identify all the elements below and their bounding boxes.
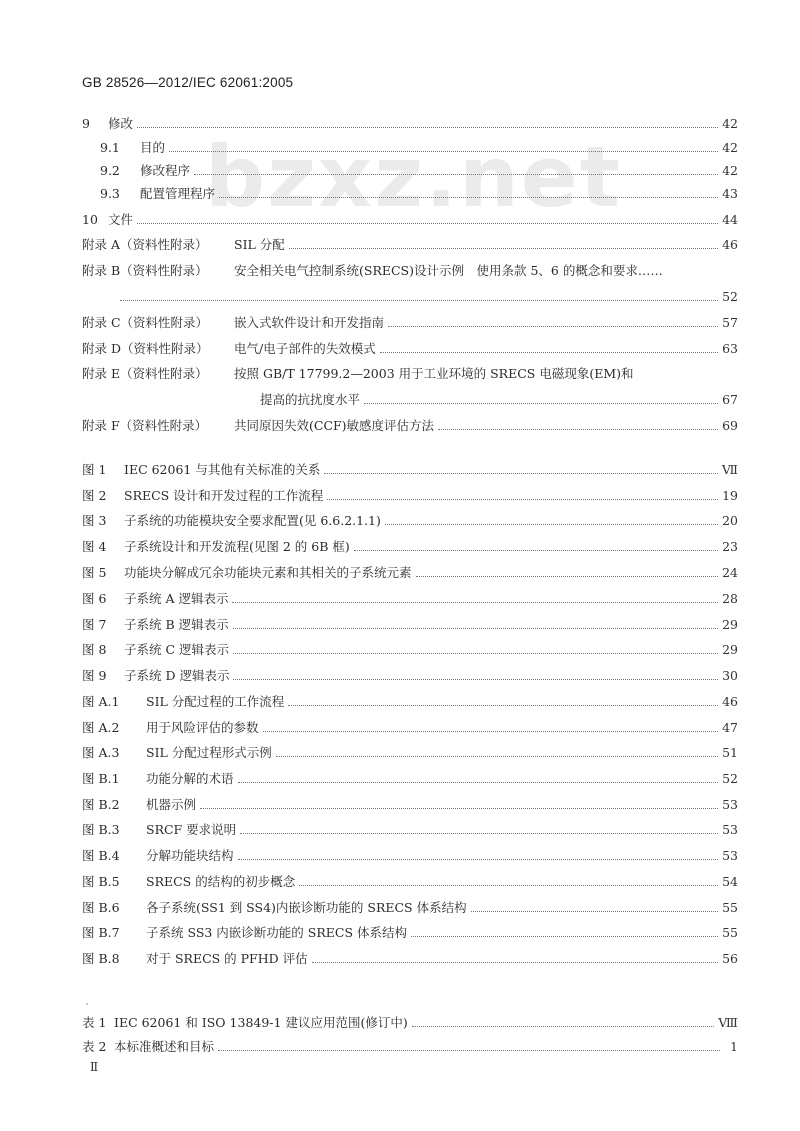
dot-leader xyxy=(471,910,718,912)
entry-page: 47 xyxy=(722,720,738,735)
dot-leader xyxy=(416,575,719,577)
toc-entry-figure-2[interactable] xyxy=(82,484,738,504)
dot-leader xyxy=(312,961,718,963)
entry-title: 安全相关电气控制系统(SRECS)设计示例 使用条款 5、6 的概念和要求…… xyxy=(234,263,663,278)
entry-number: 9.1 xyxy=(100,140,120,155)
entry-title: IEC 62061 和 ISO 13849-1 建议应用范围(修订中) xyxy=(114,1015,408,1030)
toc-entry-section-9-1[interactable] xyxy=(100,136,738,156)
figure-number: 图 5 xyxy=(82,565,107,580)
standard-id: GB 28526—2012/IEC 62061:2005 xyxy=(82,75,294,90)
entry-page: 42 xyxy=(722,116,738,131)
toc-entry-figure-b4[interactable] xyxy=(82,844,738,864)
dot-leader xyxy=(324,472,718,474)
figure-number: 图 A.1 xyxy=(82,694,120,709)
scan-speck xyxy=(86,1003,88,1005)
entry-title: 子系统 SS3 内嵌诊断功能的 SRECS 体系结构 xyxy=(146,925,407,940)
figure-number: 图 1 xyxy=(82,462,107,477)
entry-page: 51 xyxy=(722,745,738,760)
figure-number: 图 B.5 xyxy=(82,874,120,889)
entry-title: SIL 分配过程的工作流程 xyxy=(146,694,285,709)
dot-leader xyxy=(238,858,719,860)
entry-page: 42 xyxy=(722,140,738,155)
entry-title: SIL 分配过程形式示例 xyxy=(146,745,272,760)
figure-number: 图 A.3 xyxy=(82,745,120,760)
entry-title: 文件 xyxy=(108,212,134,227)
dot-leader xyxy=(169,150,718,152)
annex-number: 附录 E（资料性附录） xyxy=(82,366,208,381)
entry-page: 1 xyxy=(730,1039,738,1054)
entry-title: 按照 GB/T 17799.2—2003 用于工业环境的 SRECS 电磁现象(EM)和 xyxy=(234,366,634,381)
entry-page: 20 xyxy=(722,513,738,528)
entry-page: 19 xyxy=(722,488,738,503)
entry-page: 43 xyxy=(722,186,738,201)
toc-entry-annex-a[interactable] xyxy=(82,233,738,253)
toc-entry-annex-c[interactable] xyxy=(82,311,738,331)
entry-page: 69 xyxy=(722,418,738,433)
toc-entry-table-2[interactable] xyxy=(82,1035,738,1055)
entry-page: 55 xyxy=(722,900,738,915)
dot-leader xyxy=(299,884,718,886)
toc-entry-figure-a3[interactable] xyxy=(82,741,738,761)
toc-entry-figure-b7[interactable] xyxy=(82,921,738,941)
toc-entry-figure-5[interactable] xyxy=(82,561,738,581)
figure-number: 图 B.7 xyxy=(82,925,120,940)
toc-entry-figure-b5[interactable] xyxy=(82,870,738,890)
annex-number: 附录 F（资料性附录） xyxy=(82,418,208,433)
entry-title: 用于风险评估的参数 xyxy=(146,720,259,735)
dot-leader xyxy=(289,247,718,249)
entry-title-continuation: 提高的抗扰度水平 xyxy=(260,392,361,407)
toc-entry-figure-b2[interactable] xyxy=(82,793,738,813)
toc-entry-figure-7[interactable] xyxy=(82,613,738,633)
toc-entry-annex-b[interactable] xyxy=(82,259,738,279)
toc-entry-table-1[interactable] xyxy=(82,1011,738,1031)
entry-title: 机器示例 xyxy=(146,797,197,812)
entry-page: 55 xyxy=(722,925,738,940)
entry-title: SRECS 设计和开发过程的工作流程 xyxy=(124,488,324,503)
figure-number: 图 8 xyxy=(82,642,107,657)
dot-leader xyxy=(219,196,718,198)
dot-leader xyxy=(388,325,718,327)
dot-leader xyxy=(233,678,718,680)
entry-title: 子系统设计和开发流程(见图 2 的 6B 框) xyxy=(124,539,350,554)
dot-leader xyxy=(263,730,719,732)
entry-title: 修改 xyxy=(108,116,134,131)
entry-title: 分解功能块结构 xyxy=(146,848,234,863)
entry-page: Ⅶ xyxy=(721,462,738,477)
entry-page: 23 xyxy=(722,539,738,554)
toc-entry-figure-b1[interactable] xyxy=(82,767,738,787)
figure-number: 图 B.1 xyxy=(82,771,120,786)
entry-page: 42 xyxy=(722,163,738,178)
entry-title: 目的 xyxy=(140,140,166,155)
dot-leader xyxy=(354,549,718,551)
toc-entry-figure-b6[interactable] xyxy=(82,896,738,916)
entry-title: SIL 分配 xyxy=(234,237,285,252)
dot-leader xyxy=(200,807,718,809)
toc-entry-figure-b8[interactable] xyxy=(82,947,738,967)
entry-page: 52 xyxy=(722,771,738,786)
toc-entry-figure-a1[interactable] xyxy=(82,690,738,710)
entry-title: SRCF 要求说明 xyxy=(146,822,237,837)
entry-page: 53 xyxy=(722,822,738,837)
annex-number: 附录 A（资料性附录） xyxy=(82,237,208,252)
entry-page: 28 xyxy=(722,591,738,606)
dot-leader xyxy=(218,1049,720,1051)
entry-page: 24 xyxy=(722,565,738,580)
entry-title: 子系统 C 逻辑表示 xyxy=(124,642,230,657)
figure-number: 图 7 xyxy=(82,617,107,632)
entry-number: 9.3 xyxy=(100,186,120,201)
dot-leader xyxy=(438,428,718,430)
entry-page: 53 xyxy=(722,797,738,812)
dot-leader xyxy=(288,704,718,706)
entry-title: 子系统 B 逻辑表示 xyxy=(124,617,229,632)
entry-page: 53 xyxy=(722,848,738,863)
figure-number: 图 B.3 xyxy=(82,822,120,837)
entry-title: 修改程序 xyxy=(140,163,191,178)
dot-leader xyxy=(385,523,718,525)
entry-page: 46 xyxy=(722,694,738,709)
entry-title: IEC 62061 与其他有关标准的关系 xyxy=(124,462,321,477)
toc-entry-section-10[interactable] xyxy=(82,208,738,228)
entry-title: 子系统的功能模块安全要求配置(见 6.6.2.1.1) xyxy=(124,513,381,528)
toc-entry-annex-d[interactable] xyxy=(82,337,738,357)
entry-title: 电气/电子部件的失效模式 xyxy=(234,341,376,356)
entry-page: Ⅷ xyxy=(718,1015,738,1030)
figure-number: 图 B.2 xyxy=(82,797,120,812)
entry-number: 10 xyxy=(82,212,98,227)
entry-page: 44 xyxy=(722,212,738,227)
toc-entry-section-9[interactable] xyxy=(82,112,738,132)
entry-title: 各子系统(SS1 到 SS4)内嵌诊断功能的 SRECS 体系结构 xyxy=(146,900,467,915)
entry-page: 56 xyxy=(722,951,738,966)
entry-page: 46 xyxy=(722,237,738,252)
dot-leader xyxy=(412,1025,715,1027)
entry-title: 子系统 D 逻辑表示 xyxy=(124,668,230,683)
table-number: 表 1 xyxy=(82,1015,107,1030)
dot-leader xyxy=(238,781,719,783)
figure-number: 图 B.8 xyxy=(82,951,120,966)
watermark: bzxz.net xyxy=(205,128,622,226)
annex-number: 附录 D（资料性附录） xyxy=(82,341,209,356)
figure-number: 图 9 xyxy=(82,668,107,683)
toc-entry-figure-b3[interactable] xyxy=(82,818,738,838)
entry-title: 共同原因失效(CCF)敏感度评估方法 xyxy=(234,418,435,433)
entry-title: 对于 SRECS 的 PFHD 评估 xyxy=(146,951,308,966)
toc-entry-figure-a2[interactable] xyxy=(82,716,738,736)
dot-leader xyxy=(327,498,718,500)
entry-title: 嵌入式软件设计和开发指南 xyxy=(234,315,385,330)
dot-leader xyxy=(380,351,718,353)
toc-entry-figure-9[interactable] xyxy=(82,664,738,684)
entry-page: 29 xyxy=(722,642,738,657)
entry-page: 52 xyxy=(722,289,738,304)
figure-number: 图 B.4 xyxy=(82,848,120,863)
toc-entry-section-9-3[interactable] xyxy=(100,182,738,202)
entry-title: 功能块分解成冗余功能块元素和其相关的子系统元素 xyxy=(124,565,412,580)
toc-entry-annex-e-continuation[interactable] xyxy=(260,388,738,408)
toc-entry-section-9-2[interactable] xyxy=(100,159,738,179)
dot-leader xyxy=(276,755,718,757)
dot-leader xyxy=(194,173,718,175)
entry-title: SRECS 的结构的初步概念 xyxy=(146,874,296,889)
figure-number: 图 A.2 xyxy=(82,720,120,735)
toc-entry-figure-6[interactable] xyxy=(82,587,738,607)
entry-page: 30 xyxy=(722,668,738,683)
dot-leader xyxy=(233,652,718,654)
entry-page: 67 xyxy=(722,392,738,407)
toc-entry-figure-8[interactable] xyxy=(82,638,738,658)
dot-leader xyxy=(233,627,718,629)
entry-title: 功能分解的术语 xyxy=(146,771,234,786)
entry-number: 9.2 xyxy=(100,163,120,178)
figure-number: 图 3 xyxy=(82,513,107,528)
entry-page: 54 xyxy=(722,874,738,889)
toc-entry-figure-1[interactable] xyxy=(82,458,738,478)
table-number: 表 2 xyxy=(82,1039,107,1054)
dot-leader xyxy=(240,832,718,834)
annex-number: 附录 B（资料性附录） xyxy=(82,263,208,278)
entry-title: 本标准概述和目标 xyxy=(114,1039,215,1054)
entry-page: 63 xyxy=(722,341,738,356)
figure-number: 图 2 xyxy=(82,488,107,503)
toc-entry-figure-4[interactable] xyxy=(82,535,738,555)
dot-leader xyxy=(411,935,718,937)
toc-entry-annex-b-continuation[interactable] xyxy=(120,285,738,305)
figure-number: 图 6 xyxy=(82,591,107,606)
entry-page: 57 xyxy=(722,315,738,330)
toc-entry-annex-f[interactable] xyxy=(82,414,738,434)
entry-number: 9 xyxy=(82,116,90,131)
dot-leader xyxy=(120,299,718,301)
figure-number: 图 4 xyxy=(82,539,107,554)
entry-title: 子系统 A 逻辑表示 xyxy=(124,591,229,606)
dot-leader xyxy=(137,126,718,128)
dot-leader xyxy=(137,222,718,224)
entry-title: 配置管理程序 xyxy=(140,186,216,201)
entry-page: 29 xyxy=(722,617,738,632)
standard-header xyxy=(82,75,293,90)
toc-entry-annex-e[interactable] xyxy=(82,362,738,382)
annex-number: 附录 C（资料性附录） xyxy=(82,315,209,330)
page-number: Ⅱ xyxy=(90,1060,99,1074)
dot-leader xyxy=(364,402,718,404)
figure-number: 图 B.6 xyxy=(82,900,120,915)
dot-leader xyxy=(232,601,718,603)
toc-entry-figure-3[interactable] xyxy=(82,509,738,529)
